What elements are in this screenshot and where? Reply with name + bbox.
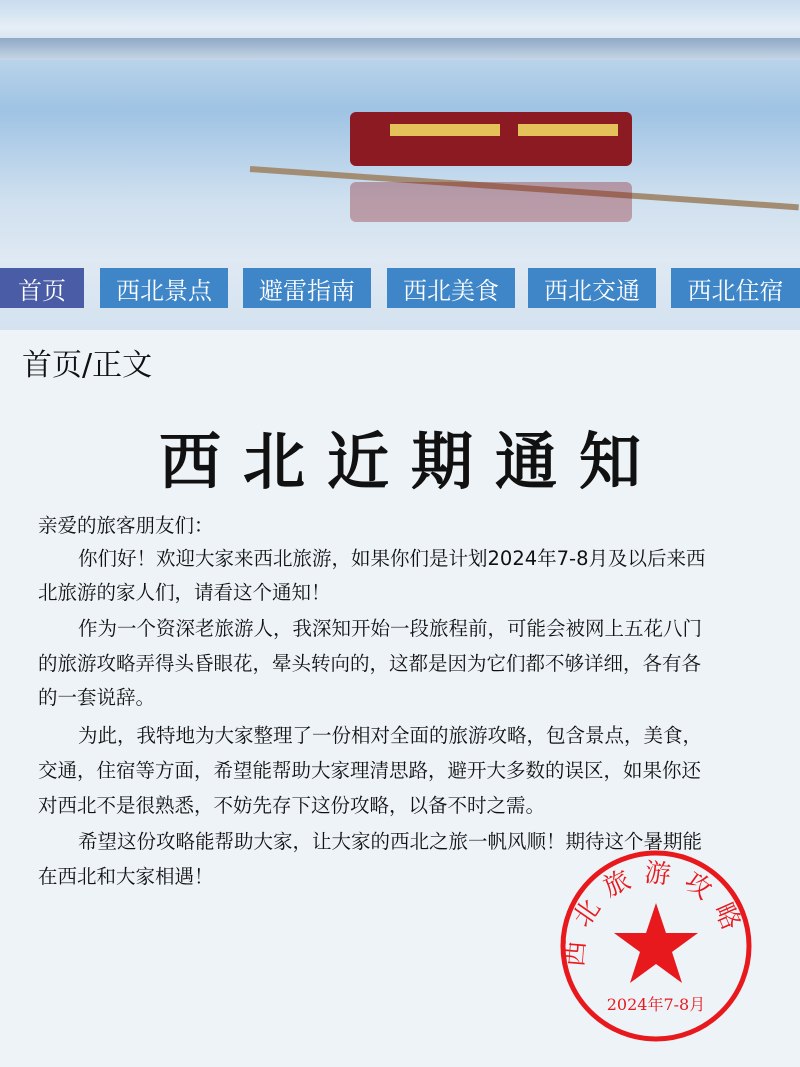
stamp-date: 2024年7-8月 [606, 995, 706, 1014]
body-line: 交通，住宿等方面，希望能帮助大家理清思路，避开大多数的误区，如果你还 [38, 759, 702, 782]
body-line: 在西北和大家相遇！ [38, 865, 214, 888]
nav-food[interactable]: 西北美食 [387, 268, 515, 308]
breadcrumb: 首页/正文 [22, 348, 153, 383]
greeting: 亲爱的旅客朋友们： [38, 514, 214, 537]
body-line: 希望这份攻略能帮助大家，让大家的西北之旅一帆风顺！期待这个暑期能 [78, 830, 703, 853]
body-line: 为此，我特地为大家整理了一份相对全面的旅游攻略，包含景点，美食， [78, 724, 703, 747]
nav-lodging[interactable]: 西北住宿 [671, 268, 800, 308]
body-line: 对西北不是很熟悉，不妨先存下这份攻略，以备不时之需。 [38, 794, 546, 817]
mountains [0, 38, 800, 60]
body-line: 作为一个资深老旅游人，我深知开始一段旅程前，可能会被网上五花八门 [78, 617, 703, 640]
body-line: 的一套说辞。 [38, 686, 156, 709]
nav-home[interactable]: 首页 [0, 268, 84, 308]
body-line: 的旅游攻略弄得头昏眼花，晕头转向的，这都是因为它们都不够详细，各有各 [38, 652, 702, 675]
star-icon [614, 903, 698, 983]
stamp-arc-text: 西北旅游攻略 [559, 857, 751, 969]
page-title: 西北近期通知 [158, 425, 663, 498]
red-seal-stamp [558, 848, 754, 1044]
nav-attractions[interactable]: 西北景点 [100, 268, 228, 308]
body-line: 你们好！欢迎大家来西北旅游，如果你们是计划2024年7-8月及以后来西 [78, 547, 706, 570]
nav-pitfall-guide[interactable]: 避雷指南 [243, 268, 371, 308]
train [350, 112, 632, 166]
train-reflection [350, 182, 632, 222]
nav-transport[interactable]: 西北交通 [528, 268, 656, 308]
body-line: 北旅游的家人们，请看这个通知！ [38, 581, 331, 604]
